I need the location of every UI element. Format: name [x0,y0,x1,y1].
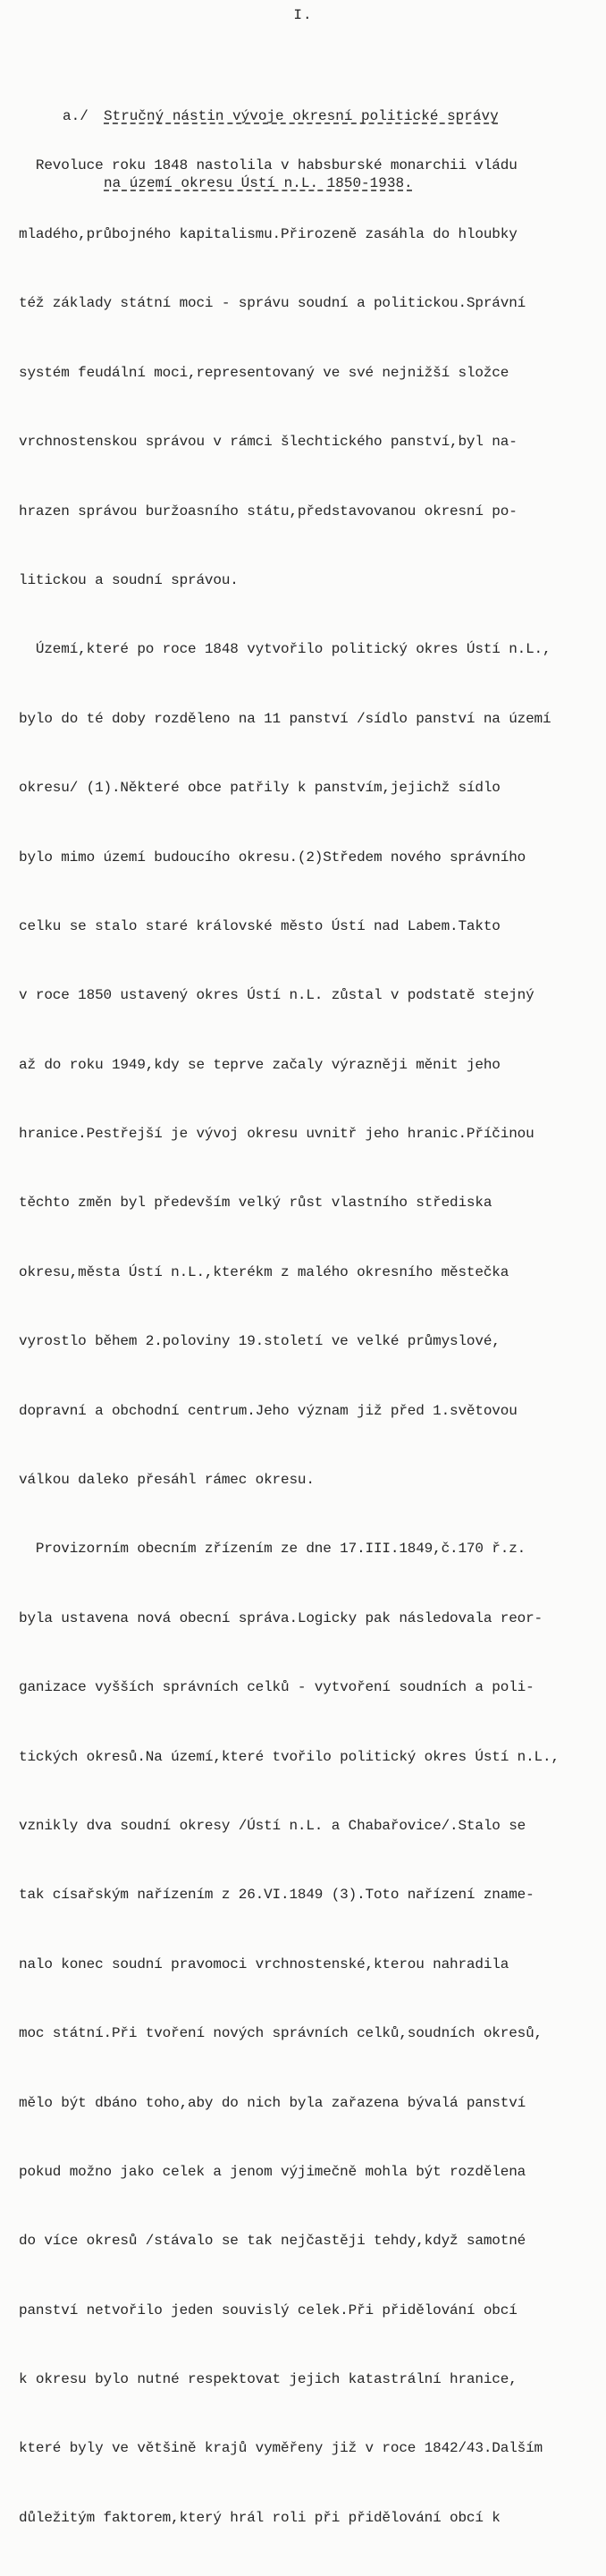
body-text [19,108,603,2576]
text-line: k okresu bylo nutné respektovat jejich katastrální hranice, [19,2371,518,2388]
text-line: které byly ve většině krajů vyměřeny již v roce 1842/43.Dalším [19,2440,543,2457]
text-line: do více okresů /stávalo se tak nejčastěji tehdy,když samotné [19,2233,526,2250]
text-line: hrazen správou buržoasního státu,představovanou okresní po- [19,503,518,519]
text-line: panství netvořilo jeden souvislý celek.Při přidělování obcí [19,2302,518,2318]
heading-title-line-2: na území okresu Ústí n.L. 1850-1938. [104,175,413,191]
text-line: pokud možno jako celek a jenom výjimečně mohla být rozdělena [19,2163,526,2180]
text-line: okresu,města Ústí n.L.,kterékm z malého okresního městečka [19,1263,509,1280]
text-line: systém feudální moci,representovaný ve své nejnižší složce [19,364,509,381]
text-line: bylo do té doby rozděleno na 11 panství /sídlo panství na území [19,710,551,727]
heading-prefix: a./ [63,108,88,124]
text-line: mladého,průbojného kapitalismu.Přirozeně zasáhla do hloubky [19,225,518,242]
heading-title-line-1: Stručný nástin vývoje okresní politické správy [104,108,499,124]
text-line: Provizorním obecním zřízením ze dne 17.III.1849,č.170 ř.z. [19,1541,526,1558]
text-line: litickou a soudní správou. [19,571,239,588]
text-line: těchto změn byl především velký růst vlastního střediska [19,1195,492,1212]
text-line: ganizace vyšších správních celků - vytvoření soudních a poli- [19,1679,534,1696]
text-line: v roce 1850 ustavený okres Ústí n.L. zůstal v podstatě stejný [19,987,534,1004]
text-line: až do roku 1949,kdy se teprve začaly výrazněji měnit jeho [19,1056,501,1073]
text-line: vrchnostenskou správou v rámci šlechtického panství,byl na- [19,434,518,451]
page-number: I. [293,7,313,23]
text-line: vyrostlo během 2.poloviny 19.století ve velké průmyslové, [19,1333,501,1350]
text-line: hranice.Pestřejší je vývoj okresu uvnitř jeho hranic.Příčinou [19,1126,534,1143]
text-line: válkou daleko přesáhl rámec okresu. [19,1472,315,1489]
text-line: moc státní.Při tvoření nových správních celků,soudních okresů, [19,2025,543,2042]
text-line: dopravní a obchodní centrum.Jeho význam již před 1.světovou [19,1402,518,1419]
text-line: tických okresů.Na území,které tvořilo politický okres Ústí n.L., [19,1748,560,1765]
text-line: nalo konec soudní pravomoci vrchnostenské,kterou nahradila [19,1955,509,1972]
text-line: vznikly dva soudní okresy /Ústí n.L. a Chabařovice/.Stalo se [19,1817,526,1834]
text-line: byla ustavena nová obecní správa.Logicky pak následovala reor- [19,1609,543,1626]
text-line: tak císařským nařízením z 26.VI.1849 (3).Toto nařízení zname- [19,1887,534,1904]
text-line: Území,které po roce 1848 vytvořilo politický okres Ústí n.L., [19,641,551,658]
text-line: důležitým faktorem,který hrál roli při přidělování obcí k [19,2509,501,2526]
text-line: Revoluce roku 1848 nastolila v habsburské monarchii vládu [19,156,518,173]
text-line: celku se stalo staré královské město Ústí nad Labem.Takto [19,917,501,934]
text-line: též základy státní moci - správu soudní a politickou.Správní [19,295,526,312]
text-line: mělo být dbáno toho,aby do nich byla zařazena bývalá panství [19,2094,526,2111]
text-line: okresu/ (1).Některé obce patřily k panstvím,jejichž sídlo [19,780,501,797]
text-line: bylo mimo území budoucího okresu.(2)Středem nového správního [19,849,526,866]
